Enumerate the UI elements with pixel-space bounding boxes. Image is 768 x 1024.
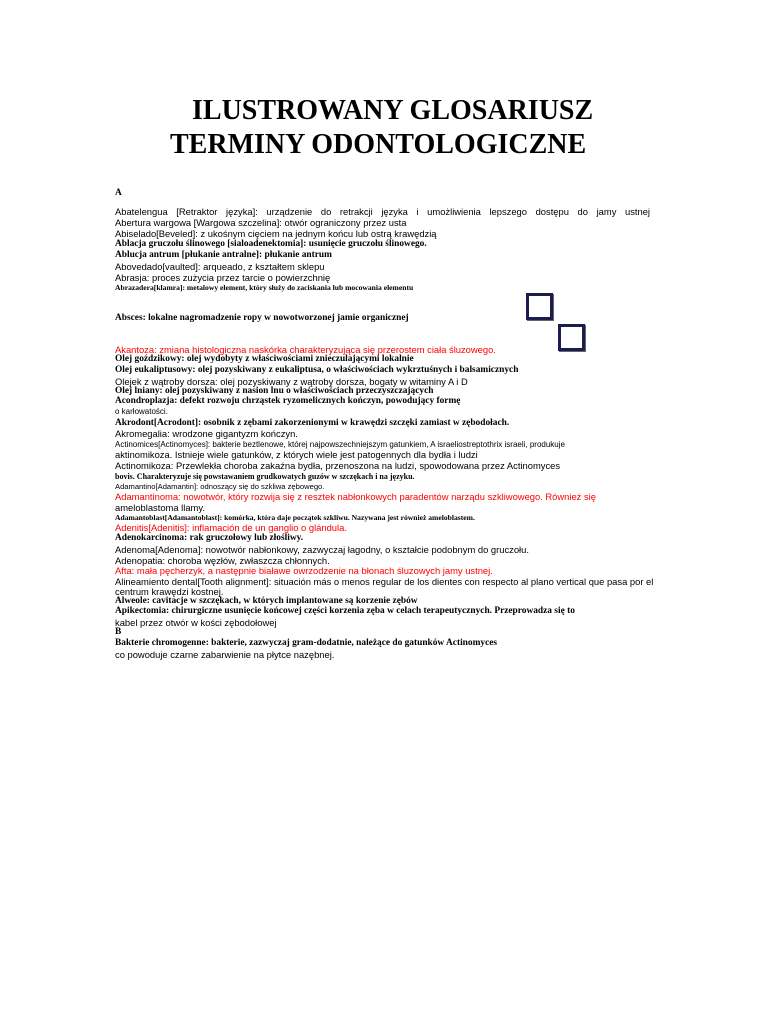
glossary-entry: Bakterie chromogenne: bakterie, zazwyczaj gram-dodatnie, należące do gatunków Actinomyces [115,638,498,648]
glossary-entry: Ablacja gruczołu ślinowego [sialoadenektomia]: usunięcie gruczołu ślinowego. [115,239,427,249]
glossary-entry: Olej goździkowy: olej wydobyty z właściwościami znieczulającymi lokalnie [115,354,414,364]
glossary-entry: Adamantoblast[Adamantoblast]: komórka, która daje początek szkliwu. Nazywana jest również ameloblastem. [115,513,475,522]
glossary-entry: Alineamiento dental[Tooth alignment]: situación más o menos regular de los dientes con respecto al plano vertical que pasa por el [115,576,654,587]
glossary-entry: Olejek z wątroby dorsza: olej pozyskiwany z wątroby dorsza, bogaty w witaminy A i D [115,376,468,387]
glossary-entry: Abrasja: proces zużycia przez tarcie o powierzchnię [115,272,331,283]
glossary-entry: kabel przez otwór w kości zębodołowej [115,617,277,628]
glossary-entry: Afta: mała pęcherzyk, a następnie białawe owrzodzenie na błonach śluzowych jamy ustnej. [115,565,493,576]
glossary-entry: Olej eukaliptusowy: olej pozyskiwany z eukaliptusa, o właściwościach wykrztuśnych i balsamicznych [115,365,519,375]
glossary-entry: Absces: lokalne nagromadzenie ropy w nowotworzonej jamie organicznej [115,313,409,323]
glossary-entry: centrum krawędzi kostnej. [115,586,224,597]
glossary-entry: o karłowatości. [115,407,168,416]
glossary-entry: Actinomikoza: Przewlekła choroba zakaźna bydła, przenoszona na ludzi, spowodowana przez Actinomyces [115,460,561,471]
glossary-entry: Adenopatia: choroba węzłów, zwłaszcza chłonnych. [115,555,330,566]
title-line-2: TERMINY ODONTOLOGICZNE [170,129,587,160]
glossary-entry: ameloblastoma llamy. [115,502,205,513]
glossary-entry: Akantoza: zmiana histologiczna naskórka charakteryzująca się przerostem ciała śluzowego. [115,344,496,355]
glossary-entry: aktinomikoza. Istnieje wiele gatunków, z których wiele jest patogennych dla bydła i ludzi [115,449,478,460]
glossary-entry: Abertura wargowa [Wargowa szczelina]: otwór ograniczony przez usta [115,217,407,228]
square-icon [526,293,553,320]
glossary-entry: B [115,627,122,637]
glossary-entry: Ablucja antrum [płukanie antralne]: płukanie antrum [115,250,332,260]
glossary-entry: Adenokarcinoma: rak gruczołowy lub złośliwy. [115,533,304,543]
glossary-entry: Abrazadera[klamra]: metalowy element, który służy do zaciskania lub mocowania elementu [115,283,414,292]
glossary-entry: bovis. Charakteryzuje się powstawaniem grudkowatych guzów w szczękach i na języku. [115,472,415,481]
glossary-entry: Adamantino[Adamantin]: odnoszący się do szkliwa zębowego. [115,482,325,491]
glossary-entry: Akrodont[Acrodont]: osobnik z zębami zakorzenionymi w krawędzi szczęki zamiast w zębodołach. [115,418,510,428]
glossary-entry: Apikectomia: chirurgiczne usunięcie końcowej części korzenia zęba w celach terapeutycznych. Przeprowadza się to [115,606,575,616]
glossary-entry: Akromegalia: wrodzone gigantyzm kończyn. [115,428,298,439]
glossary-entry: Abiselado[Beveled]: z ukośnym cięciem na jednym końcu lub ostrą krawędzią [115,228,437,239]
glossary-entry: Actinomices[Actinomyces]: bakterie beztlenowe, której najpowszechniejszym gatunkiem, A israeliostreptothrix israeli, produkuje [115,440,565,449]
glossary-entry: Adenoma[Adenoma]: nowotwór nabłonkowy, zazwyczaj łagodny, o kształcie podobnym do gruczołu. [115,544,529,555]
glossary-entry: Abatelengua [Retraktor języka]: urządzenie do retrakcji języka i umożliwienia lepszego dostępu do jamy ustnej [115,206,650,217]
title-line-1: ILUSTROWANY GLOSARIUSZ [192,95,594,126]
glossary-entry: co powoduje czarne zabarwienie na płytce nazębnej. [115,649,335,660]
square-icon [558,324,585,351]
glossary-entry: Acondroplazja: defekt rozwoju chrząstek ryzomelicznych kończyn, powodujący formę [115,396,461,406]
glossary-entry: Abovedado[vaulted]: arqueado, z kształtem sklepu [115,261,325,272]
glossary-entry: Adamantinoma: nowotwór, który rozwija się z resztek nabłonkowych paradentów narządu szkliwowego. Również się [115,491,596,502]
glossary-entry: Olej lniany: olej pozyskiwany z nasion lnu o właściwościach przeczyszczających [115,386,434,396]
glossary-entry: Alweole: cavitacje w szczękach, w których implantowane są korzenie zębów [115,596,418,606]
glossary-entry: A [115,188,122,198]
glossary-entry: Adenitis[Adenitis]: inflamación de un ganglio o glándula. [115,522,347,533]
